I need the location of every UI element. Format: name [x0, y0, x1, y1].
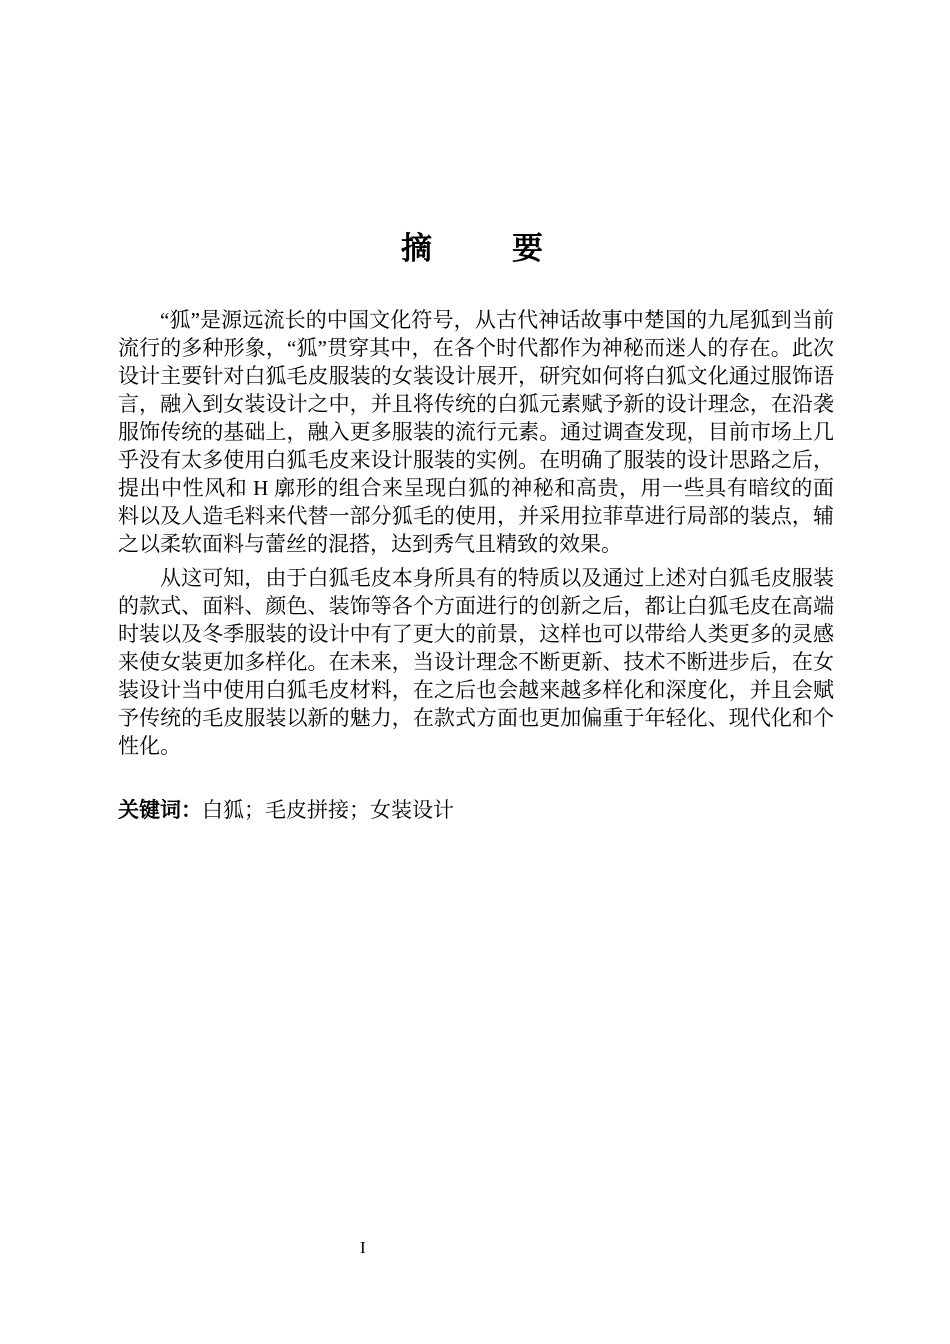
abstract-body: [118, 306, 834, 825]
keywords-line: [118, 796, 834, 825]
keywords-value: 白狐；毛皮拼接；女装设计: [202, 798, 454, 822]
abstract-title: 摘 要: [401, 231, 549, 266]
page-number: I: [360, 1238, 366, 1257]
abstract-paragraph-1: “狐”是源远流长的中国文化符号，从古代神话故事中楚国的九尾狐到当前流行的多种形象，“狐”贯穿其中，在各个时代都作为神秘而迷人的存在。此次设计主要针对白狐毛皮服装的女装设计展开，研究如何将白狐文化通过服饰语言，融入到女装设计之中，并且将传统的白狐元素赋予新的设计理念，在沿袭服饰传统的基础上，融入更多服装的流行元素。通过调查发现，目前市场上几乎没有太多使用白狐毛皮来设计服装的实例。在明确了服装的设计思路之后，提出中性风和 H 廓形的组合来呈现白狐的神秘和高贵，用一些具有暗纹的面料以及人造毛料来代替一部分狐毛的使用，并采用拉菲草进行局部的装点，辅之以柔软面料与蕾丝的混搭，达到秀气且精致的效果。: [118, 308, 834, 556]
abstract-paragraph-2: 从这可知，由于白狐毛皮本身所具有的特质以及通过上述对白狐毛皮服装的款式、面料、颜色、装饰等各个方面进行的创新之后，都让白狐毛皮在高端时装以及冬季服装的设计中有了更大的前景，这样也可以带给人类更多的灵感来使女装更加多样化。在未来，当设计理念不断更新、技术不断进步后，在女装设计当中使用白狐毛皮材料，在之后也会越来越多样化和深度化，并且会赋予传统的毛皮服装以新的魅力，在款式方面也更加偏重于年轻化、现代化和个性化。: [118, 566, 834, 758]
keywords-label: 关键词：: [118, 799, 202, 822]
